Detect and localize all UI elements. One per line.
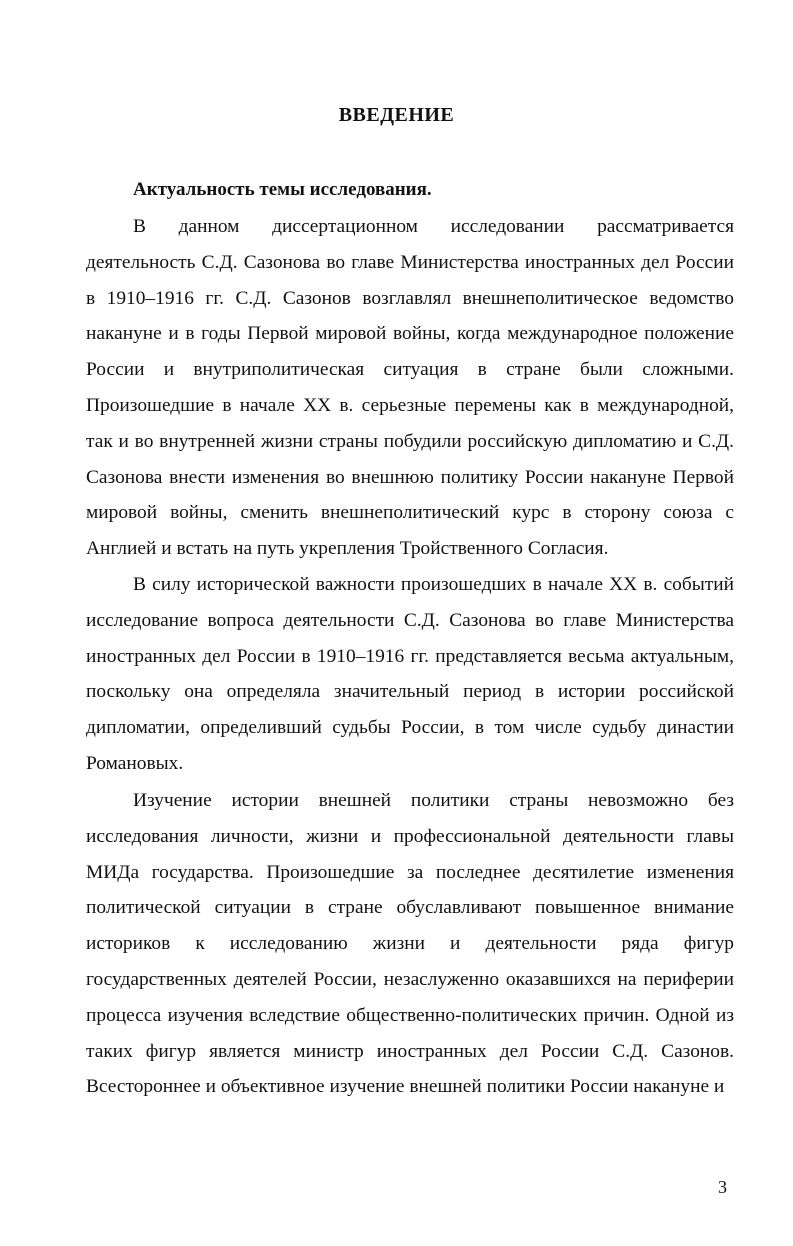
- page-number: 3: [718, 1177, 727, 1197]
- page-title: ВВЕДЕНИЕ: [338, 104, 455, 126]
- paragraph-3-block: [86, 783, 734, 1105]
- paragraph: В данном диссертационном исследовании рассматривается деятельность С.Д. Сазонова во главе Министерства иностранных дел России в 1910–1916 гг. С.Д. Сазонов возглавлял внешнеполитическое ведомство накануне и в годы Первой мировой войны, когда международное положение России и внутриполитическая ситуация в стране были сложными. Произошедшие в начале XX в. серьезные перемены как в международной, так и во внутренней жизни страны побудили российскую дипломатию и С.Д. Сазонова внести изменения во внешнюю политику России накануне Первой мировой войны, сменить внешнеполитический курс в сторону союза с Англией и встать на путь укрепления Тройственного Согласия.: [86, 216, 734, 560]
- paragraph: В силу исторической важности произошедших в начале XX в. событий исследование вопроса деятельности С.Д. Сазонова во главе Министерства иностранных дел России в 1910–1916 гг. представляется весьма актуальным, поскольку она определяла значительный период в истории российской дипломатии, определивший судьбы России, в том числе судьбу династии Романовых.: [86, 574, 734, 774]
- paragraph-2-block: [86, 567, 734, 782]
- paragraph-1-block: [86, 209, 734, 567]
- section-subheading: Актуальность темы исследования.: [133, 179, 432, 200]
- paragraph: Изучение истории внешней политики страны невозможно без исследования личности, жизни и профессиональной деятельности главы МИДа государства. Произошедшие за последнее десятилетие изменения политической ситуации в стране обуславливают повышенное внимание историков к исследованию жизни и деятельности ряда фигур государственных деятелей России, незаслуженно оказавшихся на периферии процесса изучения вследствие общественно-политических причин. Одной из таких фигур является министр иностранных дел России С.Д. Сазонов. Всестороннее и объективное изучение внешней политики России накануне и: [86, 790, 734, 1098]
